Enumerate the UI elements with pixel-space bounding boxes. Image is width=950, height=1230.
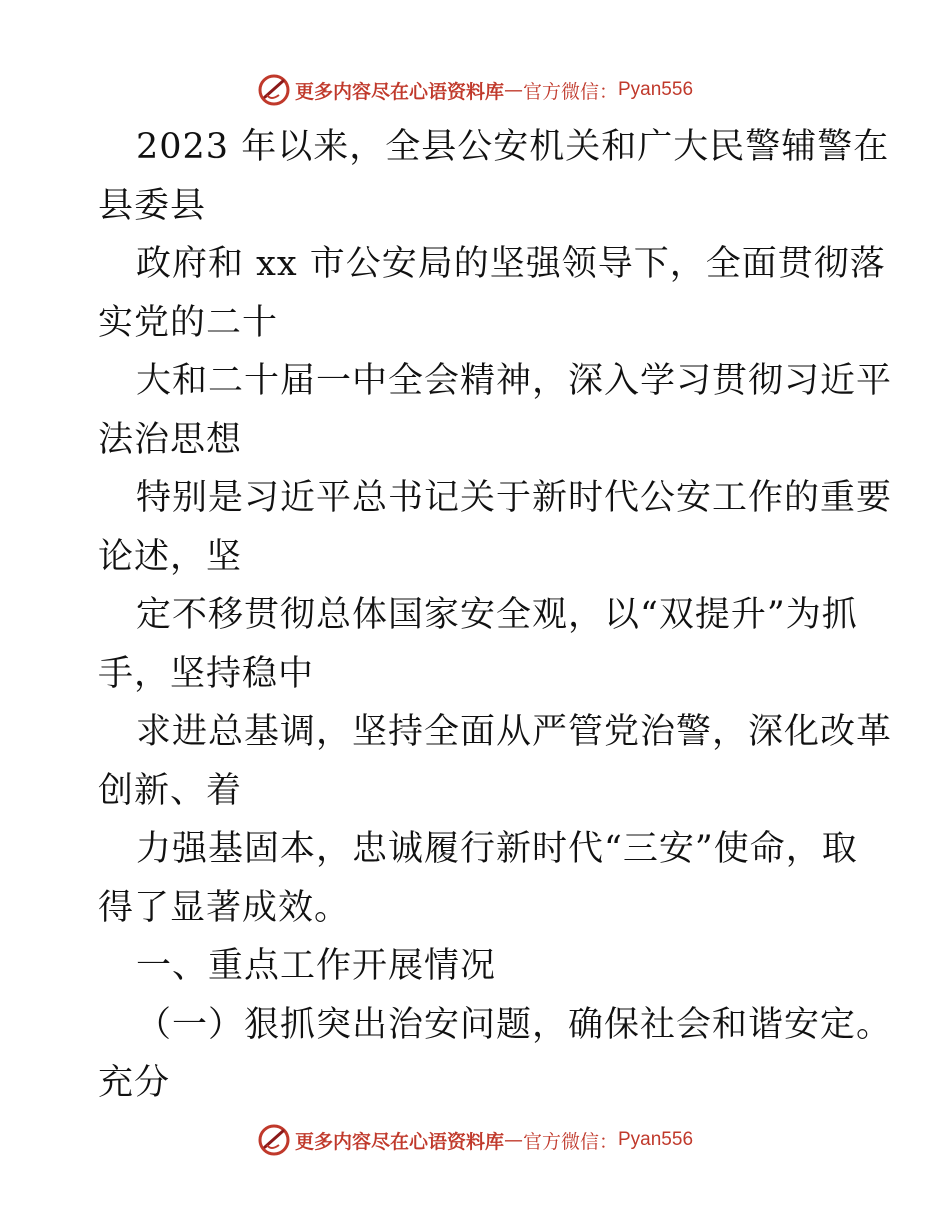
paragraph-line: 力强基固本，忠诚履行新时代“三安”使命，取 [136,829,858,869]
paragraph-line: 县委县 [98,185,207,226]
paragraph-line: 论述，坚 [98,536,243,577]
banner-separator: — [503,79,523,101]
paragraph-line: 大和二十届一中全会精神，深入学习贯彻习近平 [136,361,893,401]
header-watermark [0,70,950,110]
banner-title: 更多内容尽在心语资料库 [294,1130,504,1153]
banner-wechat-id: Pyan556 [618,79,694,100]
brush-logo-icon [257,73,291,107]
banner-separator: — [503,1129,523,1151]
footer-watermark [0,1120,950,1160]
banner-label: 官方微信： [522,1130,618,1153]
paragraph-line: 定不移贯彻总体国家安全观，以“双提升”为抓 [136,595,858,635]
banner-title: 更多内容尽在心语资料库 [294,80,504,103]
paragraph-line: 实党的二十 [98,302,279,343]
paragraph-line: 充分 [98,1063,171,1103]
banner-label: 官方微信： [522,80,618,103]
paragraph-line: 政府和 xx 市公安局的坚强领导下，全面贯彻落 [136,244,886,284]
paragraph-line: 2023 年以来，全县公安机关和广大民警辅警在 [136,127,890,167]
paragraph-line: 求进总基调，坚持全面从严管党治警，深化改革 [136,712,893,752]
paragraph-line: 得了显著成效。 [98,887,351,928]
paragraph-line: 一、重点工作开展情况 [136,946,497,986]
document-body [98,118,893,1113]
paragraph-line: （一）狠抓突出治安问题，确保社会和谐安定。 [136,1004,893,1045]
paragraph-line: 法治思想 [98,419,243,460]
paragraph-line: 特别是习近平总书记关于新时代公安工作的重要 [136,478,893,518]
brush-logo-icon [257,1123,291,1157]
paragraph-line: 手，坚持稳中 [98,653,315,694]
paragraph-line: 创新、着 [98,770,243,811]
banner-wechat-id: Pyan556 [618,1129,694,1150]
